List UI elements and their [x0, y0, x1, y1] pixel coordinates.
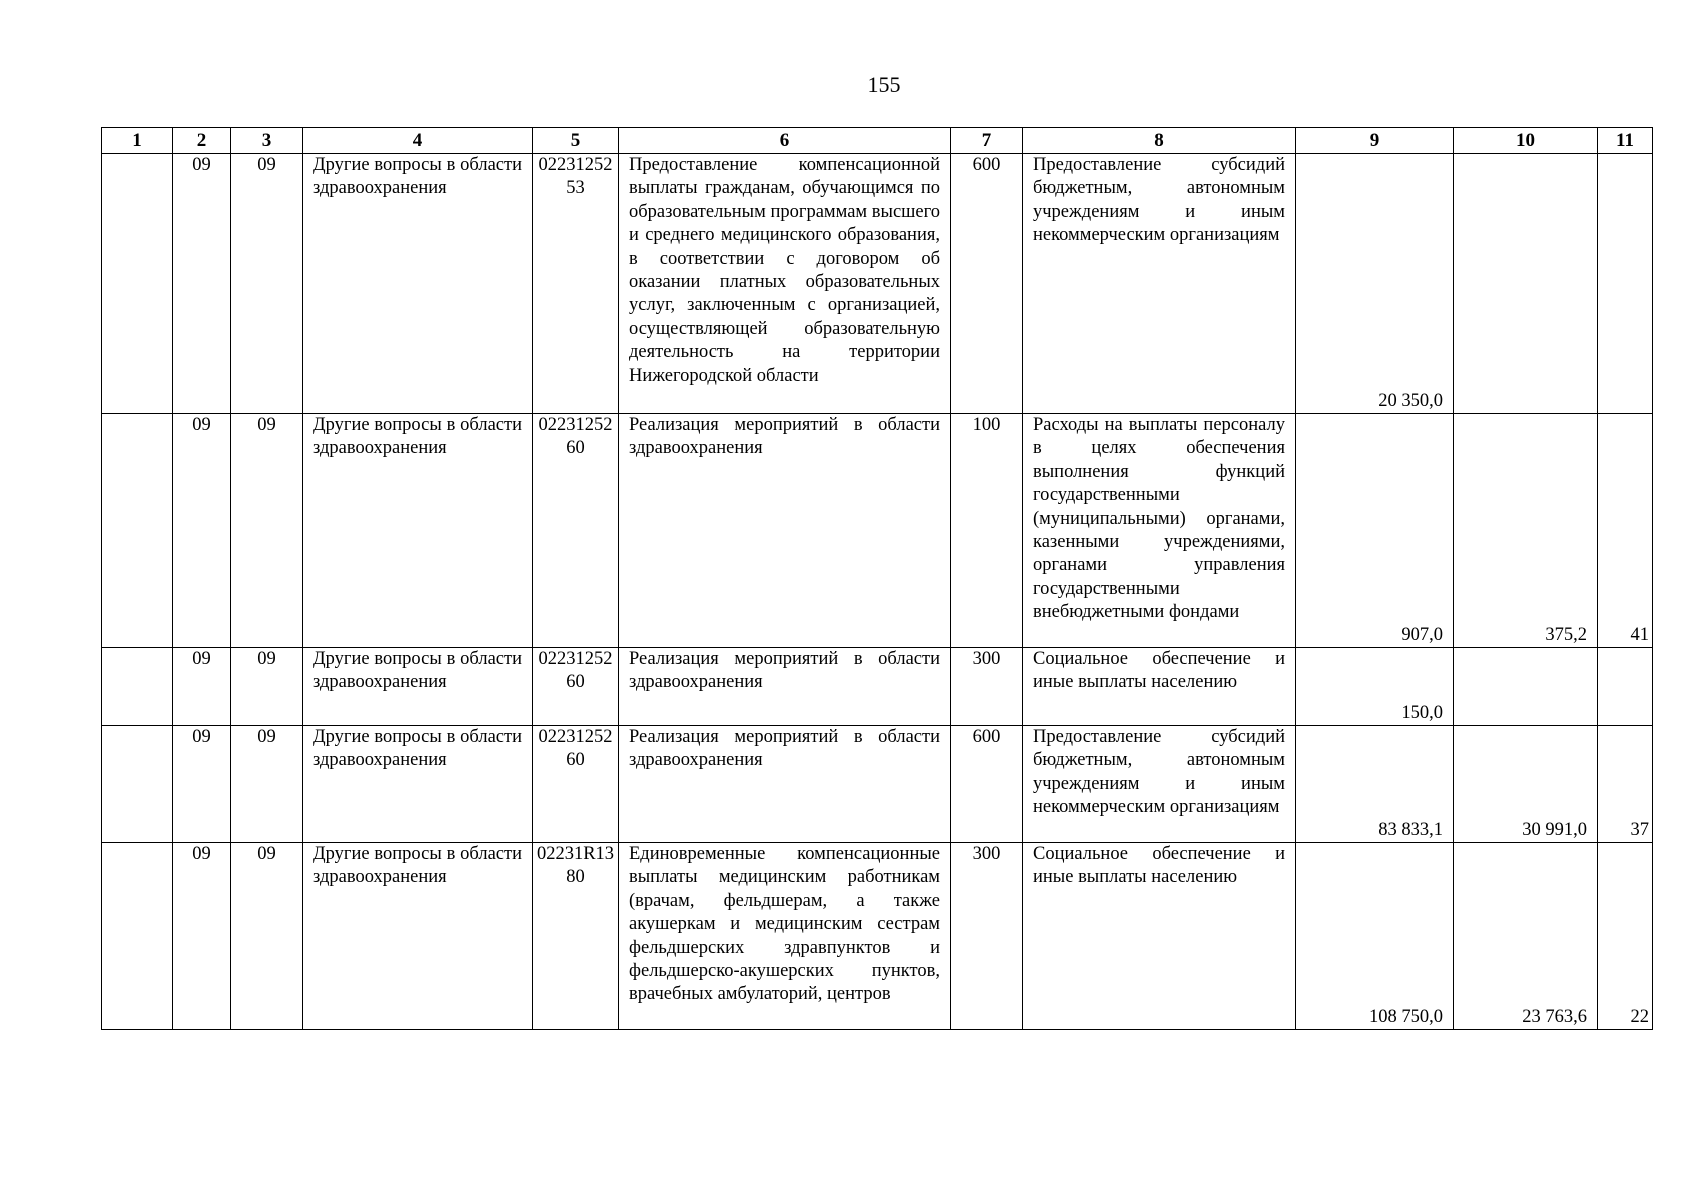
cell-section-name: Другие вопросы в области здравоохранения: [303, 414, 533, 648]
column-header: 4: [303, 128, 533, 154]
cell-subsection: 09: [231, 154, 303, 414]
cell-target-code: 0223125253: [533, 154, 619, 414]
cell-expense-type-name: Предоставление субсидий бюджетным, автономным учреждениям и иным некоммерческим организациям: [1023, 726, 1296, 843]
cell-col1: [102, 726, 173, 843]
page-number: 155: [867, 72, 901, 97]
cell-amount-actual: 23 763,6: [1454, 843, 1598, 1030]
cell-target-name: Единовременные компенсационные выплаты медицинским работникам (врачам, фельдшерам, а также акушеркам и медицинским сестрам фельдшерских здравпунктов и фельдшерско-акушерских пунктов, врачебных амбулаторий, центров: [619, 843, 951, 1030]
cell-amount-actual: 30 991,0: [1454, 726, 1598, 843]
cell-expense-type-name: Предоставление субсидий бюджетным, автономным учреждениям и иным некоммерческим организациям: [1023, 154, 1296, 414]
cell-section-name: Другие вопросы в области здравоохранения: [303, 726, 533, 843]
cell-target-name: Реализация мероприятий в области здравоохранения: [619, 414, 951, 648]
cell-amount-plan: 108 750,0: [1296, 843, 1454, 1030]
cell-section: 09: [173, 843, 231, 1030]
cell-percent: [1598, 648, 1653, 726]
cell-target-name: Реализация мероприятий в области здравоохранения: [619, 648, 951, 726]
table-row: [102, 843, 1653, 1030]
cell-section-name: Другие вопросы в области здравоохранения: [303, 843, 533, 1030]
column-header: 10: [1454, 128, 1598, 154]
column-header: 1: [102, 128, 173, 154]
cell-target-code: 0223125260: [533, 726, 619, 843]
cell-subsection: 09: [231, 726, 303, 843]
table-row: [102, 648, 1653, 726]
cell-amount-actual: [1454, 648, 1598, 726]
column-header: 6: [619, 128, 951, 154]
cell-target-name: Реализация мероприятий в области здравоохранения: [619, 726, 951, 843]
cell-expense-type-code: 600: [951, 726, 1023, 843]
cell-amount-plan: 150,0: [1296, 648, 1454, 726]
cell-subsection: 09: [231, 414, 303, 648]
cell-percent: 22: [1598, 843, 1653, 1030]
cell-percent: 37: [1598, 726, 1653, 843]
cell-target-code: 0223125260: [533, 648, 619, 726]
cell-expense-type-code: 300: [951, 648, 1023, 726]
cell-expense-type-code: 600: [951, 154, 1023, 414]
cell-amount-actual: 375,2: [1454, 414, 1598, 648]
column-header: 8: [1023, 128, 1296, 154]
cell-expense-type-code: 100: [951, 414, 1023, 648]
cell-amount-plan: 83 833,1: [1296, 726, 1454, 843]
column-header: 7: [951, 128, 1023, 154]
cell-subsection: 09: [231, 648, 303, 726]
column-header: 11: [1598, 128, 1653, 154]
cell-percent: [1598, 154, 1653, 414]
cell-expense-type-name: Расходы на выплаты персоналу в целях обеспечения выполнения функций государственными (муниципальными) органами, казенными учреждениями, органами управления государственными внебюджетными фондами: [1023, 414, 1296, 648]
cell-amount-actual: [1454, 154, 1598, 414]
column-header: 9: [1296, 128, 1454, 154]
header-row: [102, 128, 1653, 154]
cell-col1: [102, 154, 173, 414]
cell-amount-plan: 907,0: [1296, 414, 1454, 648]
cell-section-name: Другие вопросы в области здравоохранения: [303, 154, 533, 414]
table-row: [102, 154, 1653, 414]
table-row: [102, 726, 1653, 843]
cell-section: 09: [173, 726, 231, 843]
cell-target-code: 02231R1380: [533, 843, 619, 1030]
cell-target-code: 0223125260: [533, 414, 619, 648]
cell-target-name: Предоставление компенсационной выплаты гражданам, обучающимся по образовательным программам высшего и среднего медицинского образования, в соответствии с договором об оказании платных образовательных услуг, заключенным с организацией, осуществляющей образовательную деятельность на территории Нижегородской области: [619, 154, 951, 414]
cell-section: 09: [173, 154, 231, 414]
cell-subsection: 09: [231, 843, 303, 1030]
cell-section-name: Другие вопросы в области здравоохранения: [303, 648, 533, 726]
column-header: 3: [231, 128, 303, 154]
cell-section: 09: [173, 648, 231, 726]
cell-col1: [102, 414, 173, 648]
budget-table: [101, 127, 1653, 1030]
column-header: 2: [173, 128, 231, 154]
cell-expense-type-name: Социальное обеспечение и иные выплаты населению: [1023, 648, 1296, 726]
cell-col1: [102, 648, 173, 726]
table-row: [102, 414, 1653, 648]
column-header: 5: [533, 128, 619, 154]
cell-percent: 41: [1598, 414, 1653, 648]
cell-col1: [102, 843, 173, 1030]
cell-amount-plan: 20 350,0: [1296, 154, 1454, 414]
cell-expense-type-code: 300: [951, 843, 1023, 1030]
cell-section: 09: [173, 414, 231, 648]
cell-expense-type-name: Социальное обеспечение и иные выплаты населению: [1023, 843, 1296, 1030]
